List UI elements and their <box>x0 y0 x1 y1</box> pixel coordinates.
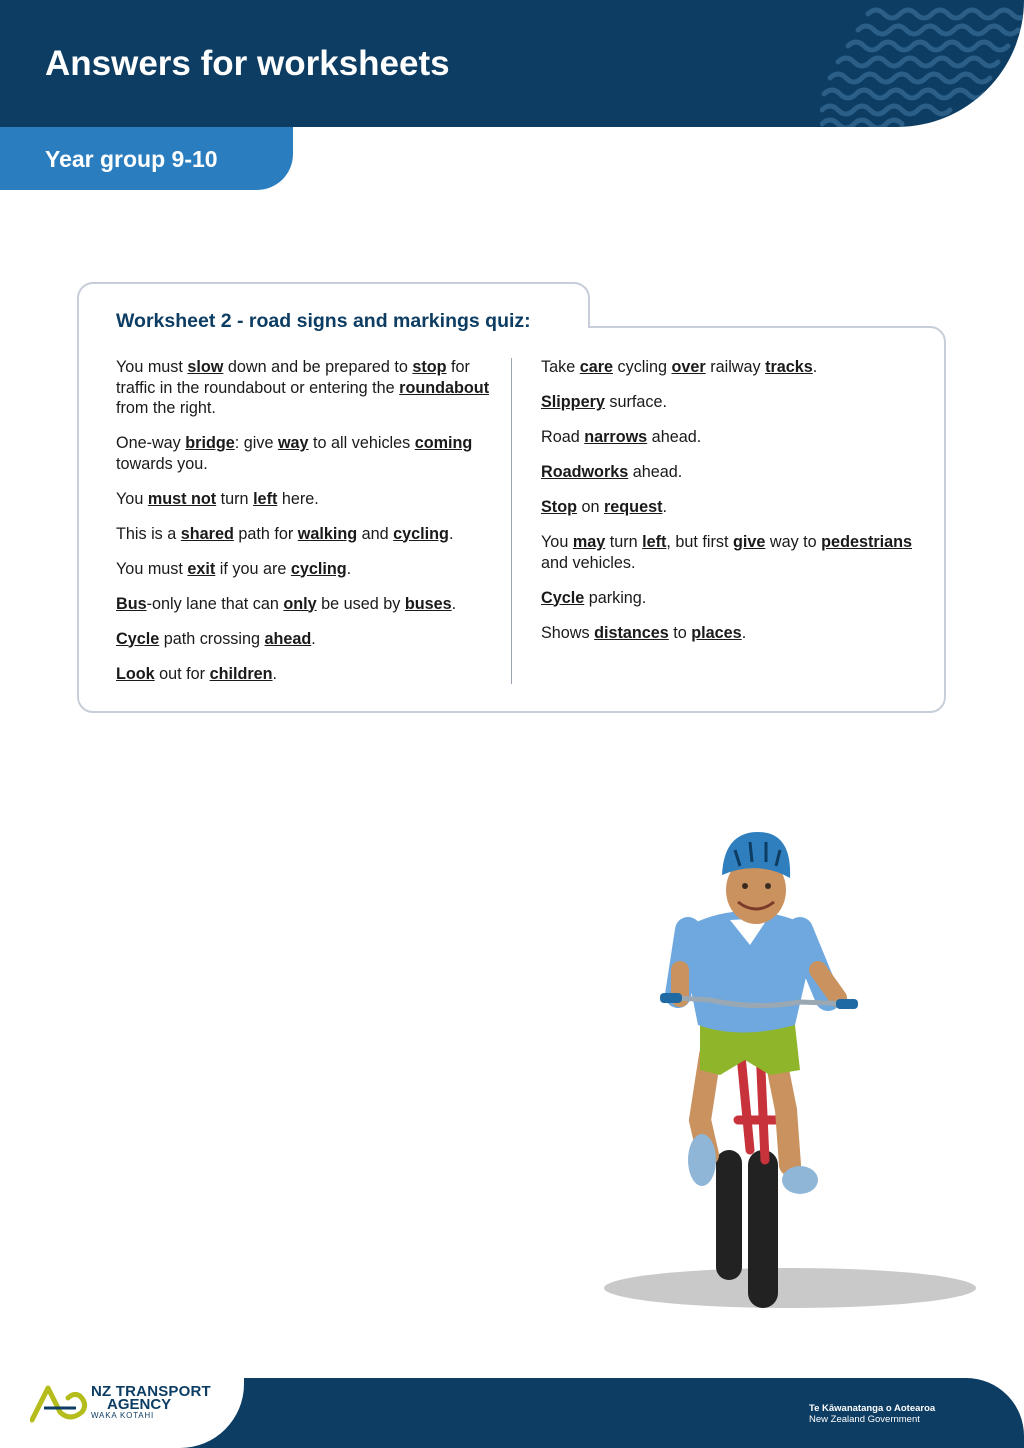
answer-text: parking. <box>584 588 647 607</box>
answer-text: . <box>741 623 747 642</box>
answer-item <box>541 392 916 413</box>
answer-item <box>116 357 491 419</box>
answer-text: from the right. <box>116 399 216 417</box>
answer-keyword: Slippery <box>541 393 605 411</box>
answer-keyword: tracks <box>765 358 813 376</box>
answer-text: , but first <box>666 533 733 551</box>
year-group-label: Year group 9-10 <box>45 146 218 172</box>
answer-text: : give <box>234 434 278 452</box>
answer-text: You <box>116 489 148 508</box>
answers-right-column <box>541 357 916 658</box>
answer-item <box>116 594 491 615</box>
answer-keyword: Stop <box>541 498 577 516</box>
cyclist-illustration <box>590 820 980 1320</box>
answer-text: path crossing <box>159 629 265 648</box>
answer-keyword: may <box>572 533 606 551</box>
answer-text: to all vehicles <box>308 434 415 452</box>
answer-keyword: Cycle <box>541 588 585 607</box>
answer-item <box>541 462 916 483</box>
govt-maori-name: Te Kāwanatanga o Aotearoa <box>809 1403 936 1414</box>
answer-text: ahead. <box>628 463 683 481</box>
answer-keyword: exit <box>187 559 216 578</box>
answer-text: down and be prepared to <box>223 358 413 376</box>
answer-keyword: slow <box>187 358 224 376</box>
answer-text: surface. <box>604 393 667 411</box>
answer-item <box>116 629 491 650</box>
answer-text: ahead. <box>647 428 702 446</box>
answer-keyword: buses <box>404 594 452 613</box>
answer-text: turn <box>216 489 254 508</box>
answer-text: . <box>451 594 457 613</box>
answer-item <box>541 588 916 609</box>
agency-name-line3: WAKA KOTAHI <box>91 1411 155 1420</box>
govt-english-name: New Zealand Government <box>809 1414 920 1425</box>
answer-text: be used by <box>316 594 405 613</box>
answers-left-column <box>116 357 491 699</box>
column-divider <box>511 358 512 684</box>
answer-keyword: children <box>209 664 273 683</box>
answer-item <box>541 497 916 518</box>
answer-text: to <box>668 623 692 642</box>
answer-keyword: places <box>691 623 742 642</box>
answer-keyword: cycling <box>393 524 449 543</box>
answer-text: This is a <box>116 524 181 543</box>
answer-item <box>116 524 491 545</box>
answer-keyword: walking <box>297 524 358 543</box>
answer-keyword: Cycle <box>116 629 160 648</box>
answer-keyword: left <box>642 533 667 551</box>
nz-transport-agency-logo-icon <box>30 1382 92 1426</box>
page-header <box>0 0 1024 127</box>
agency-name <box>91 1385 211 1421</box>
decorative-pattern <box>820 0 1024 127</box>
answer-text: out for <box>154 664 210 683</box>
answer-text: . <box>346 559 352 578</box>
answer-text: on <box>576 498 604 516</box>
answer-text: way to <box>765 533 822 551</box>
answer-text: here. <box>277 489 319 508</box>
answer-item <box>541 532 916 573</box>
answer-text: . <box>812 358 818 376</box>
answer-keyword: care <box>579 358 614 376</box>
answer-text: . <box>662 498 667 516</box>
answer-text: railway <box>705 358 766 376</box>
answer-keyword: over <box>671 358 706 376</box>
answer-item <box>116 664 491 685</box>
answer-text: One-way <box>116 434 186 452</box>
answer-text: You must <box>116 358 188 376</box>
answer-text: Shows <box>541 623 595 642</box>
answer-item <box>116 433 491 474</box>
answer-keyword: only <box>283 594 317 613</box>
answer-keyword: narrows <box>584 428 648 446</box>
answer-keyword: shared <box>180 524 234 543</box>
agency-name-line2: AGENCY <box>107 1396 172 1413</box>
answer-text: cycling <box>613 358 672 376</box>
answer-keyword: pedestrians <box>821 533 913 551</box>
government-branding <box>809 1403 935 1425</box>
answer-keyword: distances <box>594 623 669 642</box>
answer-text: Take <box>541 358 580 376</box>
answer-keyword: cycling <box>290 559 347 578</box>
answer-keyword: way <box>277 434 309 452</box>
answer-text: turn <box>605 533 643 551</box>
page-title: Answers for worksheets <box>45 44 450 83</box>
answer-keyword: stop <box>412 358 447 376</box>
answer-text: for traffic in the roundabout or entering the <box>116 358 470 397</box>
answer-keyword: coming <box>414 434 473 452</box>
agency-name-line1: NZ TRANSPORT <box>91 1383 211 1400</box>
answer-text: . <box>272 664 278 683</box>
answer-keyword: request <box>603 498 663 516</box>
answer-item <box>541 623 916 644</box>
answer-text: if you are <box>215 559 291 578</box>
answer-text: . <box>311 629 316 648</box>
answer-keyword: Roadworks <box>541 463 629 481</box>
answer-keyword: bridge <box>185 434 235 452</box>
answer-keyword: Look <box>116 664 155 683</box>
answer-text: towards you. <box>116 454 208 473</box>
answer-keyword: ahead <box>264 629 312 648</box>
answer-item <box>116 559 491 580</box>
answer-keyword: must not <box>147 489 217 508</box>
answer-text: You must <box>116 559 188 578</box>
answer-text: -only lane that can <box>146 594 284 613</box>
answer-keyword: give <box>732 533 766 551</box>
answer-text: You <box>541 533 573 551</box>
answer-item <box>541 357 916 378</box>
answer-item <box>541 427 916 448</box>
answer-keyword: Bus <box>116 594 147 613</box>
answer-item <box>116 489 491 510</box>
answer-keyword: roundabout <box>399 378 490 397</box>
year-group-tab <box>0 127 293 190</box>
answer-text: and <box>357 524 394 543</box>
answer-text: path for <box>233 524 298 543</box>
answer-text: Road <box>541 428 585 446</box>
answer-keyword: left <box>253 489 278 508</box>
answer-text: and vehicles. <box>541 553 636 572</box>
worksheet-title: Worksheet 2 - road signs and markings quiz: <box>116 310 531 332</box>
answer-text: . <box>448 524 454 543</box>
